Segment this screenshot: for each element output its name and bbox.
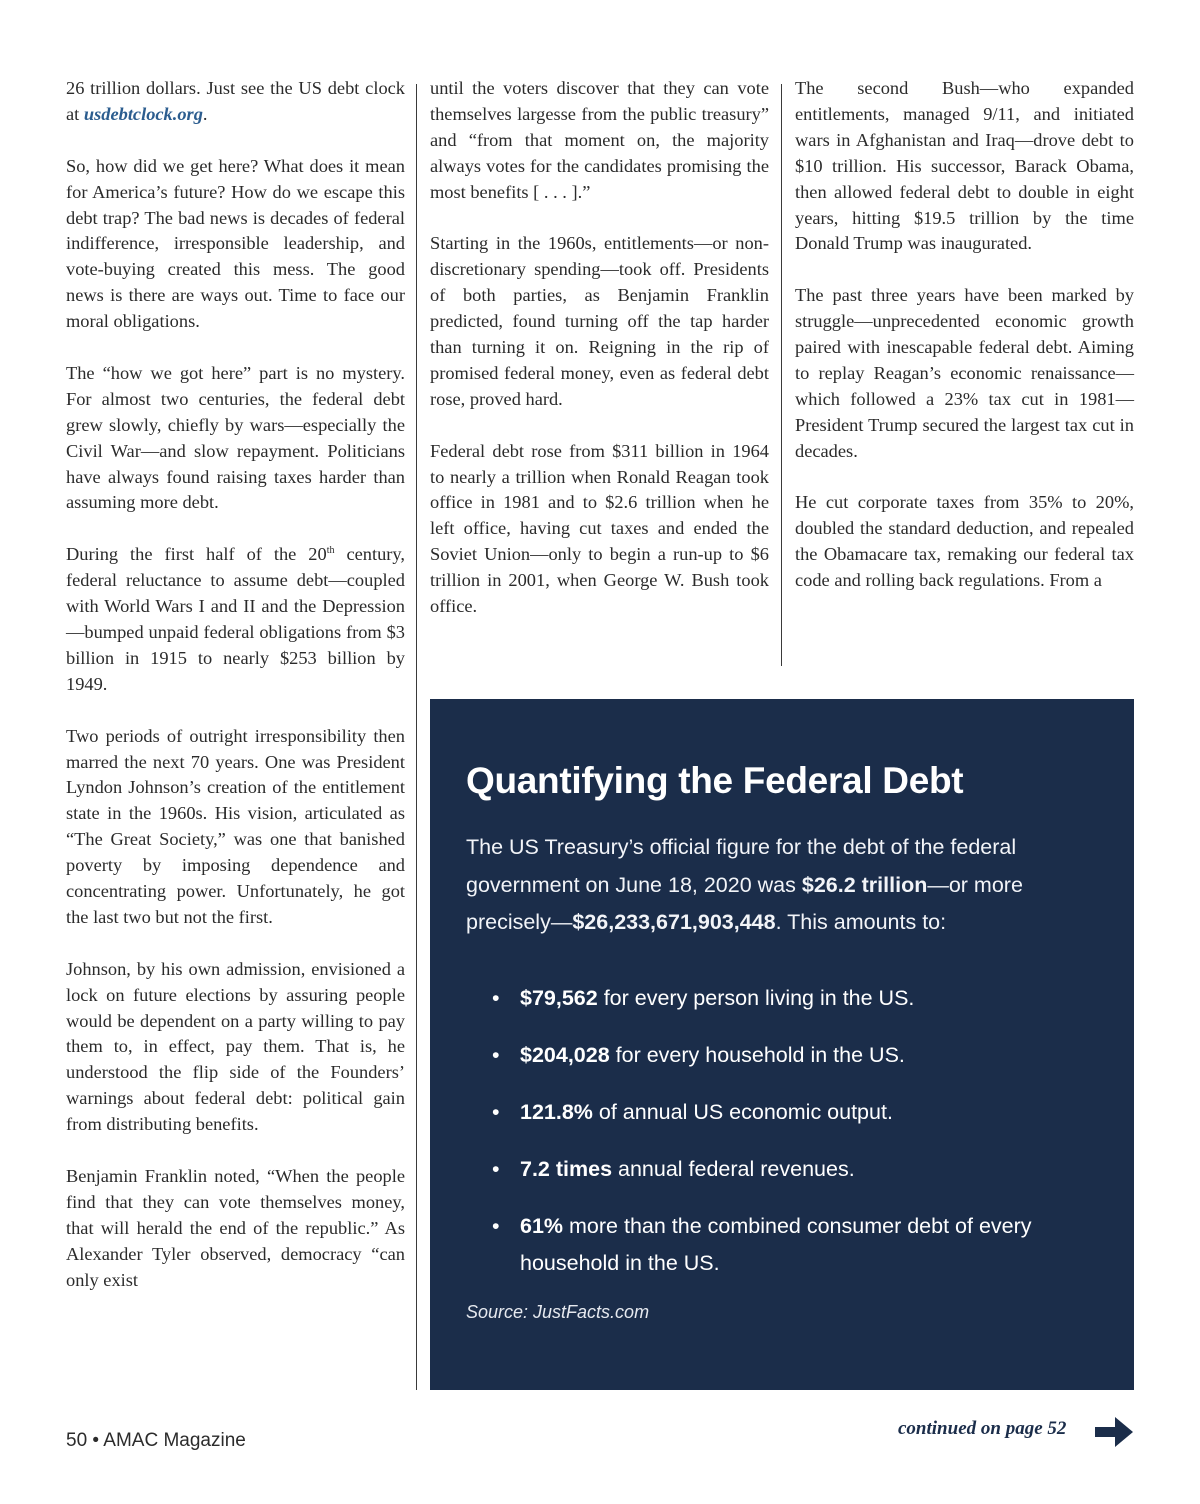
paragraph: He cut corporate taxes from 35% to 20%, doubled the standard deduction, and repealed the Obamacare tax, remaking our federal tax code and rolling back regulations. From a <box>795 492 1134 591</box>
paragraph: Two periods of outright irresponsibility then marred the next 70 years. One was President Lyndon Johnson’s creation of the entitlement state in the 1960s. His vision, articulated as “The Great Society,” was one that banished poverty by imposing dependence and concentrating power. Unfortunately, he got the last two but not the first. <box>66 725 405 927</box>
intro-highlight: $26.2 trillion <box>801 872 928 897</box>
paragraph <box>66 542 405 697</box>
continued-note: continued on page 52 <box>898 1418 1067 1439</box>
right-arrow-icon <box>1093 1414 1135 1450</box>
bullet-icon: • <box>492 1042 500 1067</box>
paragraph: Johnson, by his own admission, envisioned a lock on future elections by assuring people would be dependent on a party willing to pay them to, in effect, pay them. That is, he understood the flip side of the Founders’ warnings about federal debt: political gain from distributing benefits. <box>66 958 405 1135</box>
article-column-2 <box>430 76 769 620</box>
fact-figure: $79,562 <box>520 985 598 1010</box>
page-footer-label: 50 • AMAC Magazine <box>66 1430 246 1451</box>
fact-figure: 61% <box>520 1213 564 1238</box>
paragraph-text: century, federal reluctance to assume debt—coupled with World Wars I and II and the Depression—bumped unpaid federal obligations from $3 billion in 1915 to nearly $253 billion by 1949. <box>66 544 405 694</box>
fact-figure: 7.2 times <box>520 1156 613 1181</box>
list-item <box>466 1151 1080 1189</box>
fact-text: annual federal revenues. <box>612 1156 855 1181</box>
debt-facts-sidebar <box>430 699 1134 1390</box>
bullet-icon: • <box>492 985 500 1010</box>
sidebar-title: Quantifying the Federal Debt <box>466 760 964 801</box>
debt-clock-link[interactable]: usdebtclock.org <box>83 103 203 124</box>
list-item <box>466 1094 1080 1132</box>
bullet-icon: • <box>492 1156 500 1181</box>
fact-text: more than the combined consumer debt of every household in the US. <box>520 1213 1032 1275</box>
paragraph-text: . <box>202 103 208 124</box>
intro-text: The US Treasury’s official figure for the debt of the federal government on June 18, 2020 was <box>466 835 1017 897</box>
intro-text: . This amounts to: <box>775 910 947 934</box>
fact-text: for every person living in the US. <box>597 985 915 1010</box>
paragraph <box>66 76 405 128</box>
bullet-icon: • <box>492 1099 500 1124</box>
article-column-1 <box>66 76 405 1294</box>
paragraph: So, how did we get here? What does it mean for America’s future? How do we escape this debt trap? The bad news is decades of federal indifference, irresponsible leadership, and vote-buying created this mess. The good news is there are ways out. Time to face our moral obligations. <box>66 155 405 332</box>
fact-text: for every household in the US. <box>609 1042 905 1067</box>
bullet-icon: • <box>492 1213 500 1238</box>
debt-facts-list <box>466 980 1098 1283</box>
paragraph-text: 26 trillion dollars. Just see the US debt clock at <box>66 78 405 124</box>
paragraph: Federal debt rose from $311 billion in 1964 to nearly a trillion when Ronald Reagan took office in 1981 and to $2.6 trillion when he left office, having cut taxes and ended the Soviet Union—only to begin a run-up to $6 trillion in 2001, when George W. Bush took office. <box>430 440 769 617</box>
paragraph: Benjamin Franklin noted, “When the people find that they can vote themselves money, that will herald the end of the republic.” As Alexander Tyler observed, democracy “can only exist <box>66 1165 405 1290</box>
paragraph: The past three years have been marked by struggle—unprecedented economic growth paired with inescapable federal debt. Aiming to replay Reagan’s economic renaissance—which followed a 23% tax cut in 1981—President Trump secured the largest tax cut in decades. <box>795 285 1134 461</box>
fact-figure: $204,028 <box>520 1042 610 1067</box>
paragraph: Starting in the 1960s, entitlements—or non-discretionary spending—took off. Presidents of both parties, as Benjamin Franklin predicted, found turning off the tap harder than turning it on. Reigning in the rip of promised federal money, even as federal debt rose, proved hard. <box>430 233 769 409</box>
column-divider <box>416 84 417 1390</box>
superscript: th <box>326 545 335 557</box>
paragraph: The second Bush—who expanded entitlements, managed 9/11, and initiated wars in Afghanistan and Iraq—drove debt to $10 trillion. His successor, Barack Obama, then allowed federal debt to double in eight years, hitting $19.5 trillion by the time Donald Trump was inaugurated. <box>795 78 1134 254</box>
list-item <box>466 1208 1080 1283</box>
paragraph: until the voters discover that they can vote themselves largesse from the public treasury” and “from that moment on, the majority always votes for the candidates promising the most benefits [ . . . ].” <box>430 78 769 202</box>
fact-figure: 121.8% <box>520 1099 593 1124</box>
intro-highlight: $26,233,671,903,448 <box>572 910 776 934</box>
paragraph: The “how we got here” part is no mystery. For almost two centuries, the federal debt grew slowly, chiefly by wars—especially the Civil War—and slow repayment. Politicians have always found raising taxes harder than assuming more debt. <box>66 362 405 513</box>
sidebar-source: Source: JustFacts.com <box>466 1302 650 1322</box>
sidebar-intro <box>466 829 1106 942</box>
article-column-3 <box>795 76 1134 594</box>
intro-text: —or more precisely— <box>466 872 1023 934</box>
paragraph-text: During the first half of the 20 <box>66 544 327 565</box>
list-item <box>466 980 1080 1018</box>
fact-text: of annual US economic output. <box>592 1099 893 1124</box>
list-item <box>466 1037 1080 1075</box>
column-divider <box>781 84 782 666</box>
